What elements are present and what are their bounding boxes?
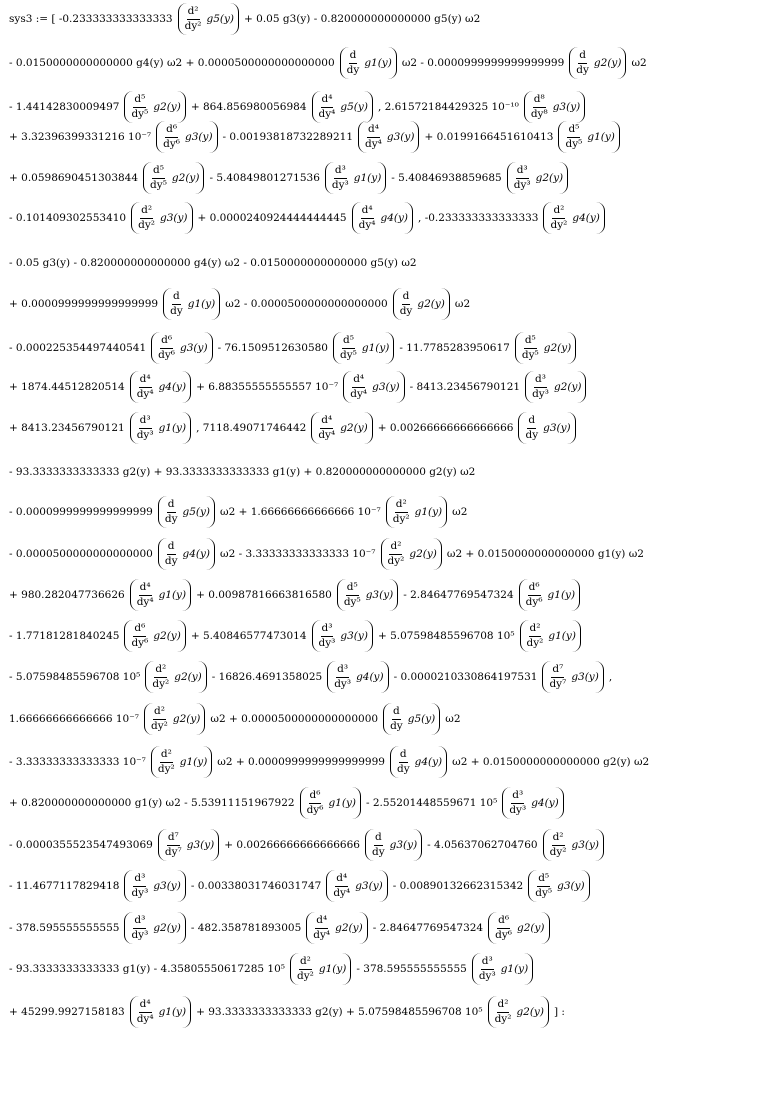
- derivative-operator: $\frac{\text{d⁸}}{\text{dy⁸}}$: [530, 93, 548, 120]
- equation-term: - 0.05 g3(y) - 0.820000000000000 g4(y) ω2 - 0.0150000000000000 g5(y) ω2: [9, 257, 417, 269]
- derivative-operator: $\frac{\text{d⁴}}{\text{dy⁴}}$: [136, 581, 154, 608]
- equation-term: + 0.0598690451303844: [9, 172, 139, 184]
- equation-line: [6, 784, 764, 822]
- equation-term: + 93.3333333333333 g2(y) + 5.07598485596708 10⁵: [196, 1006, 483, 1018]
- equation-line: [6, 329, 764, 367]
- equation-term: , -0.233333333333333: [418, 212, 539, 224]
- derivative-operator: $\frac{\text{d²}}{\text{dy²}}$: [157, 748, 175, 775]
- equation-line: [6, 826, 764, 864]
- equation-line: [6, 44, 764, 82]
- derivative-operator: $\frac{\text{d⁴}}{\text{dy⁴}}$: [318, 414, 336, 441]
- derivative-group: $\frac{d}{dy}$ g4(y): [390, 746, 447, 778]
- equation-term: + 0.05 g3(y) - 0.820000000000000 g5(y) ω2: [244, 13, 481, 25]
- derivative-group: $\frac{\text{d²}}{\text{dy²}}$ g3(y): [131, 202, 192, 234]
- derivative-group: $\frac{\text{d²}}{\text{dy²}}$ g3(y): [543, 829, 604, 861]
- derivative-group: $\frac{\text{d⁴}}{\text{dy⁴}}$ g3(y): [326, 870, 387, 902]
- derivative-group: $\frac{\text{d⁶}}{\text{dy⁶}}$ g1(y): [519, 579, 580, 611]
- derivative-operator: $\frac{\text{d⁶}}{\text{dy⁶}}$: [158, 334, 176, 361]
- derivative-operator: $\frac{\text{d⁵}}{\text{dy⁵}}$: [131, 93, 149, 120]
- derivative-group: $\frac{\text{d²}}{\text{dy²}}$ g2(y): [381, 538, 442, 570]
- derivative-operator: $\frac{d}{dy}$: [576, 49, 589, 76]
- derivative-group: $\frac{\text{d²}}{\text{dy²}}$ g5(y): [178, 3, 239, 35]
- equation-term: - 1.44142830009497: [9, 101, 120, 113]
- equation-term: + 0.820000000000000 g1(y) ω2 - 5.53911151967922: [9, 797, 295, 809]
- derivative-group: $\frac{\text{d⁶}}{\text{dy⁶}}$ g2(y): [124, 620, 185, 652]
- derivative-operator: $\frac{\text{d³}}{\text{dy³}}$: [334, 663, 352, 690]
- equation-term: ω2 - 0.0000999999999999999: [401, 57, 565, 69]
- equation-term: + 0.00266666666666666: [224, 839, 360, 851]
- derivative-group: $\frac{\text{d⁵}}{\text{dy⁵}}$ g1(y): [333, 332, 394, 364]
- equation-term: - 93.3333333333333 g1(y) - 4.35805550617285 10⁵: [9, 963, 285, 975]
- equation-line: [6, 159, 764, 197]
- derivative-group: $\frac{\text{d³}}{\text{dy³}}$ g2(y): [507, 162, 568, 194]
- equation-line: [6, 617, 764, 655]
- derivative-operator: $\frac{\text{d⁴}}{\text{dy⁴}}$: [136, 998, 154, 1025]
- derivative-operator: $\frac{\text{d⁶}}{\text{dy⁶}}$: [163, 123, 181, 150]
- equation-term: - 8413.23456790121: [409, 381, 521, 393]
- equation-term: + 8413.23456790121: [9, 422, 125, 434]
- derivative-group: $\frac{\text{d⁴}}{\text{dy⁴}}$ g3(y): [358, 121, 419, 153]
- derivative-operator: $\frac{\text{d⁷}}{\text{dy⁷}}$: [549, 663, 567, 690]
- equation-term: ω2 + 0.0000999999999999999: [217, 756, 385, 768]
- equation-line: [6, 368, 764, 406]
- derivative-group: $\frac{\text{d⁶}}{\text{dy⁶}}$ g1(y): [300, 787, 361, 819]
- equation-line: [6, 535, 764, 573]
- derivative-operator: $\frac{\text{d²}}{\text{dy²}}$: [138, 204, 155, 231]
- derivative-group: $\frac{\text{d³}}{\text{dy³}}$ g1(y): [472, 953, 533, 985]
- derivative-group: $\frac{\text{d³}}{\text{dy³}}$ g3(y): [124, 870, 185, 902]
- equation-line: [6, 950, 764, 988]
- equation-term: ω2: [454, 298, 471, 310]
- derivative-group: $\frac{\text{d⁶}}{\text{dy⁶}}$ g3(y): [156, 121, 217, 153]
- equation-term: ω2: [631, 57, 647, 69]
- derivative-operator: $\frac{d}{dy}$: [371, 831, 385, 858]
- equation-term: - 0.0000500000000000000: [9, 548, 153, 560]
- derivative-operator: $\frac{d}{dy}$: [170, 290, 183, 317]
- derivative-operator: $\frac{\text{d⁵}}{\text{dy⁵}}$: [535, 872, 553, 899]
- derivative-group: $\frac{\text{d⁴}}{\text{dy⁴}}$ g1(y): [130, 579, 191, 611]
- derivative-operator: $\frac{\text{d⁶}}{\text{dy⁶}}$: [495, 914, 512, 941]
- derivative-operator: $\frac{\text{d³}}{\text{dy³}}$: [509, 789, 527, 816]
- derivative-operator: $\frac{\text{d⁵}}{\text{dy⁵}}$: [565, 123, 583, 150]
- equation-term: - 11.7785283950617: [399, 342, 510, 354]
- equation-line: [6, 867, 764, 905]
- equation-term: ω2: [445, 713, 461, 725]
- derivative-group: $\frac{\text{d⁴}}{\text{dy⁴}}$ g4(y): [130, 371, 191, 403]
- derivative-group: $\frac{\text{d⁴}}{\text{dy⁴}}$ g1(y): [130, 996, 191, 1028]
- equation-term: - 0.0000999999999999999: [9, 506, 153, 518]
- derivative-group: $\frac{\text{d²}}{\text{dy²}}$ g2(y): [144, 703, 205, 735]
- derivative-group: $\frac{d}{dy}$ g4(y): [158, 538, 215, 570]
- derivative-operator: $\frac{\text{d⁶}}{\text{dy⁶}}$: [525, 581, 543, 608]
- equation-term: + 1874.44512820514: [9, 381, 125, 393]
- equation-line: [6, 576, 764, 614]
- derivative-group: $\frac{d}{dy}$ g1(y): [163, 288, 220, 320]
- derivative-operator: $\frac{d}{dy}$: [396, 748, 410, 775]
- derivative-operator: $\frac{d}{dy}$: [399, 290, 413, 317]
- derivative-group: $\frac{\text{d³}}{\text{dy³}}$ g2(y): [124, 912, 185, 944]
- equation-term: - 2.84647769547324: [372, 922, 484, 934]
- equation-line: [6, 493, 764, 531]
- equation-term: ω2 - 0.0000500000000000000: [225, 298, 388, 310]
- equation-term: - 5.07598485596708 10⁵: [9, 671, 141, 683]
- derivative-operator: $\frac{\text{d⁵}}{\text{dy⁵}}$: [340, 334, 357, 361]
- equation-line: [6, 993, 764, 1031]
- equation-term: - 0.0150000000000000 g4(y) ω2 + 0.0000500000000000000: [9, 57, 335, 69]
- derivative-operator: $\frac{\text{d²}}{\text{dy²}}$: [494, 998, 512, 1025]
- equation-term: - 3.33333333333333 10⁻⁷: [9, 756, 146, 768]
- equation-term: , 7118.49071746442: [196, 422, 307, 434]
- derivative-operator: $\frac{\text{d³}}{\text{dy³}}$: [131, 914, 149, 941]
- equation-line: [6, 909, 764, 947]
- equation-term: - 0.00890132662315342: [392, 880, 524, 892]
- derivative-operator: $\frac{\text{d³}}{\text{dy³}}$: [136, 414, 154, 441]
- equation-line: [6, 118, 764, 156]
- derivative-group: $\frac{\text{d²}}{\text{dy²}}$ g4(y): [543, 202, 604, 234]
- derivative-operator: $\frac{\text{d⁶}}{\text{dy⁶}}$: [306, 789, 324, 816]
- equation-line: [6, 658, 764, 696]
- derivative-operator: $\frac{\text{d⁴}}{\text{dy⁴}}$: [358, 204, 376, 231]
- derivative-group: $\frac{d}{dy}$ g2(y): [393, 288, 450, 320]
- equation-term: ] :: [553, 1006, 565, 1018]
- derivative-operator: $\frac{\text{d³}}{\text{dy³}}$: [478, 955, 496, 982]
- equation-term: - 0.000225354497440541: [9, 342, 147, 354]
- derivative-operator: $\frac{\text{d⁷}}{\text{dy⁷}}$: [164, 831, 182, 858]
- derivative-operator: $\frac{\text{d⁴}}{\text{dy⁴}}$: [318, 93, 336, 120]
- equation-term: ω2 + 0.0150000000000000 g1(y) ω2: [446, 548, 644, 560]
- derivative-operator: $\frac{\text{d³}}{\text{dy³}}$: [131, 872, 149, 899]
- derivative-group: $\frac{\text{d³}}{\text{dy³}}$ g4(y): [502, 787, 563, 819]
- derivative-group: $\frac{\text{d⁵}}{\text{dy⁵}}$ g3(y): [337, 579, 398, 611]
- equation-term: + 0.00266666666666666: [377, 422, 514, 434]
- equation-term: - 482.358781893005: [190, 922, 302, 934]
- equation-term: + 3.32396399331216 10⁻⁷: [9, 131, 152, 143]
- derivative-operator: $\frac{d}{dy}$: [164, 498, 178, 525]
- derivative-operator: $\frac{\text{d⁵}}{\text{dy⁵}}$: [343, 581, 361, 608]
- derivative-operator: $\frac{\text{d²}}{\text{dy²}}$: [151, 705, 168, 732]
- equation-term: + 0.0199166451610413: [424, 131, 554, 143]
- derivative-operator: $\frac{d}{dy}$: [525, 414, 539, 441]
- derivative-operator: $\frac{\text{d⁶}}{\text{dy⁶}}$: [131, 622, 149, 649]
- equation-term: - 0.0000210330864197531: [393, 671, 538, 683]
- equation-term: + 0.0000240924444444445: [197, 212, 347, 224]
- derivative-group: $\frac{d}{dy}$ g5(y): [383, 703, 440, 735]
- derivative-operator: $\frac{\text{d²}}{\text{dy²}}$: [296, 955, 314, 982]
- derivative-operator: $\frac{\text{d⁴}}{\text{dy⁴}}$: [365, 123, 382, 150]
- equation-term: 1.66666666666666 10⁻⁷: [9, 713, 139, 725]
- equation-term: + 0.0000999999999999999: [9, 298, 159, 310]
- equation-line: [6, 0, 764, 38]
- derivative-group: $\frac{\text{d⁴}}{\text{dy⁴}}$ g5(y): [312, 91, 373, 123]
- derivative-operator: $\frac{\text{d²}}{\text{dy²}}$: [184, 5, 202, 32]
- derivative-group: $\frac{\text{d⁵}}{\text{dy⁵}}$ g2(y): [515, 332, 576, 364]
- derivative-group: $\frac{d}{dy}$ g1(y): [340, 47, 397, 79]
- equation-line: [6, 199, 764, 237]
- derivative-operator: $\frac{\text{d³}}{\text{dy³}}$: [331, 164, 349, 191]
- equation-term: - 11.4677117829418: [9, 880, 120, 892]
- equation-line: [6, 453, 764, 491]
- derivative-group: $\frac{\text{d⁵}}{\text{dy⁵}}$ g3(y): [528, 870, 589, 902]
- derivative-operator: $\frac{d}{dy}$: [164, 540, 178, 567]
- derivative-group: $\frac{\text{d²}}{\text{dy²}}$ g1(y): [520, 620, 581, 652]
- derivative-operator: $\frac{\text{d²}}{\text{dy²}}$: [387, 540, 405, 567]
- equation-term: + 5.40846577473014: [190, 630, 307, 642]
- derivative-group: $\frac{\text{d³}}{\text{dy³}}$ g2(y): [525, 371, 586, 403]
- derivative-group: $\frac{\text{d³}}{\text{dy³}}$ g1(y): [325, 162, 386, 194]
- derivative-operator: $\frac{\text{d³}}{\text{dy³}}$: [318, 622, 336, 649]
- derivative-group: $\frac{d}{dy}$ g2(y): [569, 47, 626, 79]
- equation-term: - 2.84647769547324: [403, 589, 514, 601]
- derivative-operator: $\frac{d}{dy}$: [346, 49, 360, 76]
- equation-term: + 0.00987816663816580: [196, 589, 332, 601]
- equation-term: - 378.595555555555: [356, 963, 467, 975]
- equation-term: - 5.40846938859685: [391, 172, 502, 184]
- derivative-group: $\frac{\text{d⁵}}{\text{dy⁵}}$ g2(y): [143, 162, 204, 194]
- derivative-group: $\frac{\text{d⁸}}{\text{dy⁸}}$ g3(y): [524, 91, 585, 123]
- equation-term: - 0.00193818732289211: [222, 131, 354, 143]
- equation-term: + 864.856980056984: [190, 101, 307, 113]
- equation-term: + 5.07598485596708 10⁵: [377, 630, 515, 642]
- equation-term: - 0.00338031746031747: [190, 880, 322, 892]
- derivative-group: $\frac{d}{dy}$ g5(y): [158, 496, 215, 528]
- derivative-group: $\frac{\text{d³}}{\text{dy³}}$ g3(y): [312, 620, 373, 652]
- derivative-operator: $\frac{\text{d⁴}}{\text{dy⁴}}$: [313, 914, 331, 941]
- derivative-operator: $\frac{\text{d³}}{\text{dy³}}$: [532, 373, 549, 400]
- equation-term: sys3 := [ -0.233333333333333: [9, 13, 173, 25]
- equation-line: [6, 409, 764, 447]
- equation-term: - 2.55201448559671 10⁵: [365, 797, 498, 809]
- equation-term: ω2: [452, 506, 468, 518]
- derivative-group: $\frac{\text{d⁴}}{\text{dy⁴}}$ g2(y): [306, 912, 367, 944]
- equation-term: - 1.77181281840245: [9, 630, 120, 642]
- derivative-group: $\frac{\text{d²}}{\text{dy²}}$ g1(y): [386, 496, 447, 528]
- derivative-operator: $\frac{\text{d³}}{\text{dy³}}$: [513, 164, 531, 191]
- derivative-group: $\frac{\text{d⁶}}{\text{dy⁶}}$ g3(y): [151, 332, 212, 364]
- equation-term: - 378.595555555555: [9, 922, 120, 934]
- derivative-group: $\frac{d}{dy}$ g3(y): [518, 412, 575, 444]
- derivative-operator: $\frac{\text{d²}}{\text{dy²}}$: [392, 498, 410, 525]
- equation-term: - 4.05637062704760: [427, 839, 538, 851]
- derivative-group: $\frac{\text{d⁵}}{\text{dy⁵}}$ g2(y): [124, 91, 185, 123]
- equation-term: - 16826.4691358025: [211, 671, 323, 683]
- equation-line: [6, 285, 764, 323]
- equation-line: [6, 244, 764, 282]
- equation-term: ω2 - 3.33333333333333 10⁻⁷: [220, 548, 376, 560]
- derivative-group: $\frac{\text{d²}}{\text{dy²}}$ g2(y): [488, 996, 549, 1028]
- equation-term: + 45299.9927158183: [9, 1006, 125, 1018]
- derivative-group: $\frac{\text{d⁶}}{\text{dy⁶}}$ g2(y): [488, 912, 549, 944]
- equation-line: [6, 743, 764, 781]
- derivative-group: $\frac{\text{d⁴}}{\text{dy⁴}}$ g4(y): [352, 202, 413, 234]
- equation-term: , 2.61572184429325 10⁻¹⁰: [377, 101, 519, 113]
- derivative-group: $\frac{\text{d⁷}}{\text{dy⁷}}$ g3(y): [158, 829, 219, 861]
- derivative-group: $\frac{\text{d⁴}}{\text{dy⁴}}$ g3(y): [343, 371, 404, 403]
- derivative-operator: $\frac{d}{dy}$: [390, 705, 403, 732]
- derivative-operator: $\frac{\text{d⁴}}{\text{dy⁴}}$: [136, 373, 154, 400]
- derivative-operator: $\frac{\text{d²}}{\text{dy²}}$: [549, 831, 567, 858]
- derivative-group: $\frac{\text{d⁷}}{\text{dy⁷}}$ g3(y): [542, 661, 603, 693]
- derivative-group: $\frac{\text{d⁴}}{\text{dy⁴}}$ g2(y): [311, 412, 372, 444]
- equation-term: ω2 + 0.0000500000000000000: [210, 713, 379, 725]
- equation-term: - 93.3333333333333 g2(y) + 93.3333333333333 g1(y) + 0.820000000000000 g2(y) ω2: [9, 466, 476, 478]
- equation-term: - 5.40849801271536: [209, 172, 320, 184]
- equation-term: + 980.282047736626: [9, 589, 125, 601]
- equation-term: ω2 + 0.0150000000000000 g2(y) ω2: [452, 756, 650, 768]
- derivative-group: $\frac{\text{d²}}{\text{dy²}}$ g1(y): [151, 746, 212, 778]
- derivative-operator: $\frac{\text{d⁵}}{\text{dy⁵}}$: [150, 164, 167, 191]
- equation-term: - 0.0000355523547493069: [9, 839, 153, 851]
- derivative-group: $\frac{\text{d²}}{\text{dy²}}$ g2(y): [145, 661, 206, 693]
- derivative-group: $\frac{d}{dy}$ g3(y): [365, 829, 422, 861]
- derivative-operator: $\frac{\text{d²}}{\text{dy²}}$: [526, 622, 544, 649]
- equation-term: + 6.88355555555557 10⁻⁷: [196, 381, 339, 393]
- derivative-operator: $\frac{\text{d⁴}}{\text{dy⁴}}$: [333, 872, 351, 899]
- equation-line: [6, 700, 764, 738]
- derivative-group: $\frac{\text{d⁵}}{\text{dy⁵}}$ g1(y): [558, 121, 619, 153]
- derivative-group: $\frac{\text{d³}}{\text{dy³}}$ g1(y): [130, 412, 191, 444]
- derivative-operator: $\frac{\text{d²}}{\text{dy²}}$: [550, 204, 568, 231]
- derivative-group: $\frac{\text{d³}}{\text{dy³}}$ g4(y): [327, 661, 388, 693]
- derivative-operator: $\frac{\text{d⁴}}{\text{dy⁴}}$: [350, 373, 368, 400]
- equation-term: - 76.1509512630580: [217, 342, 328, 354]
- derivative-operator: $\frac{\text{d⁵}}{\text{dy⁵}}$: [521, 334, 539, 361]
- equation-term: ,: [608, 671, 613, 683]
- derivative-operator: $\frac{\text{d²}}{\text{dy²}}$: [152, 663, 170, 690]
- equation-term: ω2 + 1.66666666666666 10⁻⁷: [220, 506, 381, 518]
- derivative-group: $\frac{\text{d²}}{\text{dy²}}$ g1(y): [290, 953, 351, 985]
- equation-term: - 0.101409302553410: [9, 212, 127, 224]
